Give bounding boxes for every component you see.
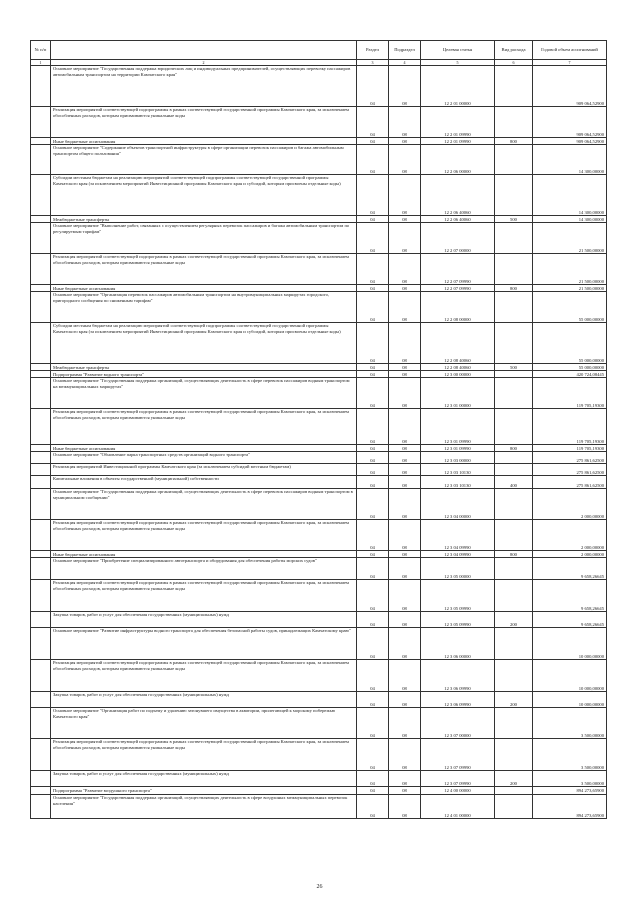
target-article-cell: 12 3 03 10130 (421, 464, 495, 476)
target-article-cell: 12 3 03 10130 (421, 476, 495, 489)
target-article-cell: 12 3 05 09990 (421, 612, 495, 628)
number-cell (31, 364, 51, 371)
name-cell: Закупка товаров, работ и услуг для обеспечения государственных (муниципальных) нужд (51, 692, 357, 708)
name-cell: Иные бюджетные ассигнования (51, 445, 357, 452)
razdel-cell: 04 (357, 520, 389, 551)
number-cell (31, 628, 51, 660)
target-article-cell: 12 2 08 00000 (421, 292, 495, 323)
expense-type-cell (495, 580, 533, 612)
sum-cell: 275 861,62500 (533, 476, 607, 489)
razdel-cell: 04 (357, 476, 389, 489)
name-cell: Основное мероприятие "Государственная поддержка организаций, осуществляющих деятельность в сфере перевозок пассажиров водным транспортом в муниципальном сообщении" (51, 489, 357, 520)
target-article-cell: 12 2 06 00000 (421, 145, 495, 175)
podrazdel-cell: 08 (389, 364, 421, 371)
table-row (31, 285, 607, 292)
podrazdel-cell: 08 (389, 708, 421, 739)
table-row (31, 378, 607, 409)
razdel-cell: 04 (357, 771, 389, 787)
sum-cell: 9 658,26645 (533, 558, 607, 580)
razdel-cell: 04 (357, 739, 389, 771)
name-cell: Иные бюджетные ассигнования (51, 138, 357, 145)
sum-cell: 3 500,00000 (533, 739, 607, 771)
budget-table (30, 40, 607, 819)
razdel-cell: 04 (357, 66, 389, 107)
table-row (31, 66, 607, 107)
sum-cell: 3 500,00000 (533, 708, 607, 739)
name-cell: Основное мероприятие "Государственная поддержка юридических лиц и индивидуальных предпринимателей, осуществляющих перевозку пассажиров автомобильным транспортом на территории Камчатского края" (51, 66, 357, 107)
name-cell: Субсидии местным бюджетам на реализацию мероприятий соответствующей подпрограммы соответствующей государственной программы Камчатского края (за исключением мероприятий Инвестиционной программы Камчатского края и субсидий, которым присвоены отдельные коды) (51, 323, 357, 364)
table-row (31, 445, 607, 452)
podrazdel-cell: 08 (389, 795, 421, 819)
expense-type-cell: 800 (495, 138, 533, 145)
target-article-cell: 12 3 07 00000 (421, 708, 495, 739)
number-cell (31, 378, 51, 409)
razdel-cell: 04 (357, 787, 389, 795)
expense-type-cell: 500 (495, 216, 533, 223)
expense-type-cell (495, 520, 533, 551)
expense-type-cell: 200 (495, 771, 533, 787)
name-cell: Реализация мероприятий соответствующей подпрограммы в рамках соответствующей государственной программы Камчатского края, за исключением обособленных расходов, которым присваиваются уникальные коды (51, 660, 357, 692)
sum-cell: 909 064,52900 (533, 107, 607, 138)
sum-cell: 894 273,65900 (533, 787, 607, 795)
column-number: 1 (31, 60, 51, 66)
razdel-cell: 04 (357, 223, 389, 254)
name-cell: Основное мероприятие "Содержание объектов транспортной инфраструктуры в сфере организации перевозок пассажиров и багажа автомобильным транспортом общего пользования" (51, 145, 357, 175)
sum-cell: 894 273,65900 (533, 795, 607, 819)
razdel-cell: 04 (357, 364, 389, 371)
sum-cell: 420 724,08445 (533, 371, 607, 378)
podrazdel-cell: 08 (389, 216, 421, 223)
razdel-cell: 04 (357, 558, 389, 580)
podrazdel-cell: 08 (389, 771, 421, 787)
expense-type-cell (495, 787, 533, 795)
expense-type-cell: 200 (495, 612, 533, 628)
name-cell: Основное мероприятие "Выполнение работ, связанных с осуществлением регулярных перевозок пассажиров и багажа автомобильным транспортом по регулируемым тарифам" (51, 223, 357, 254)
razdel-cell: 04 (357, 107, 389, 138)
number-cell (31, 787, 51, 795)
sum-cell: 14 300,00000 (533, 175, 607, 216)
number-cell (31, 445, 51, 452)
podrazdel-cell: 08 (389, 145, 421, 175)
name-cell: Реализация мероприятий соответствующей подпрограммы в рамках соответствующей государственной программы Камчатского края, за исключением обособленных расходов, которым присваиваются уникальные коды (51, 520, 357, 551)
number-cell (31, 323, 51, 364)
column-number: 4 (389, 60, 421, 66)
sum-cell: 10 000,00000 (533, 628, 607, 660)
table-row (31, 771, 607, 787)
razdel-cell: 04 (357, 216, 389, 223)
razdel-cell: 04 (357, 551, 389, 558)
podrazdel-cell: 08 (389, 612, 421, 628)
table-row (31, 708, 607, 739)
number-cell (31, 216, 51, 223)
number-cell (31, 520, 51, 551)
name-cell: Закупка товаров, работ и услуг для обеспечения государственных (муниципальных) нужд (51, 612, 357, 628)
table-row (31, 464, 607, 476)
name-cell: Основное мероприятие "Развитие инфраструктуры водного транспорта для обеспечения безопасной работы судов, принадлежащих Камчатскому краю" (51, 628, 357, 660)
header-cell-target-article: Целевая статья (421, 41, 495, 60)
number-cell (31, 771, 51, 787)
name-cell: Основное мероприятие "Обновление парка транспортных средств организаций водного транспорта" (51, 452, 357, 464)
target-article-cell: 12 2 06 40060 (421, 175, 495, 216)
target-article-cell: 12 3 04 00000 (421, 489, 495, 520)
number-cell (31, 612, 51, 628)
table-row (31, 223, 607, 254)
podrazdel-cell: 08 (389, 464, 421, 476)
target-article-cell: 12 2 08 40060 (421, 364, 495, 371)
podrazdel-cell: 08 (389, 520, 421, 551)
expense-type-cell: 800 (495, 445, 533, 452)
target-article-cell: 12 2 01 09990 (421, 107, 495, 138)
expense-type-cell: 500 (495, 364, 533, 371)
razdel-cell: 04 (357, 708, 389, 739)
sum-cell: 119 705,19300 (533, 445, 607, 452)
expense-type-cell (495, 145, 533, 175)
header-cell-podrazdel: Подраздел (389, 41, 421, 60)
expense-type-cell (495, 409, 533, 445)
sum-cell: 2 000,00000 (533, 489, 607, 520)
table-row (31, 692, 607, 708)
number-cell (31, 175, 51, 216)
number-cell (31, 285, 51, 292)
header-cell-number: № п/п (31, 41, 51, 60)
expense-type-cell (495, 323, 533, 364)
podrazdel-cell: 08 (389, 551, 421, 558)
name-cell: Основное мероприятие "Организация работ по подъему и удалению затонувшего имущества в акватории, прилегающей к морскому побережью Камчатского края" (51, 708, 357, 739)
expense-type-cell (495, 254, 533, 285)
podrazdel-cell: 08 (389, 787, 421, 795)
razdel-cell: 04 (357, 285, 389, 292)
number-cell (31, 223, 51, 254)
name-cell: Подпрограмма "Развитие воздушного транспорта" (51, 787, 357, 795)
podrazdel-cell: 08 (389, 371, 421, 378)
sum-cell: 10 000,00000 (533, 660, 607, 692)
sum-cell: 119 705,19300 (533, 378, 607, 409)
expense-type-cell (495, 223, 533, 254)
header-cell-expense-type: Вид расхода (495, 41, 533, 60)
number-cell (31, 371, 51, 378)
expense-type-cell: 400 (495, 476, 533, 489)
razdel-cell: 04 (357, 323, 389, 364)
sum-cell: 14 300,00000 (533, 145, 607, 175)
expense-type-cell (495, 452, 533, 464)
table-row (31, 371, 607, 378)
name-cell: Реализация мероприятий соответствующей подпрограммы в рамках соответствующей государственной программы Камчатского края, за исключением обособленных расходов, которым присваиваются уникальные коды (51, 580, 357, 612)
table-row (31, 551, 607, 558)
razdel-cell: 04 (357, 795, 389, 819)
number-cell (31, 292, 51, 323)
table-row (31, 452, 607, 464)
table-row (31, 795, 607, 819)
number-cell (31, 551, 51, 558)
expense-type-cell (495, 628, 533, 660)
target-article-cell: 12 3 04 09990 (421, 520, 495, 551)
table-row (31, 138, 607, 145)
target-article-cell: 12 3 01 00000 (421, 378, 495, 409)
podrazdel-cell: 08 (389, 445, 421, 452)
number-cell (31, 464, 51, 476)
razdel-cell: 04 (357, 660, 389, 692)
name-cell: Капитальные вложения в объекты государственной (муниципальной) собственности (51, 476, 357, 489)
podrazdel-cell: 08 (389, 175, 421, 216)
budget-table-sheet (30, 40, 606, 819)
target-article-cell: 12 2 08 40060 (421, 323, 495, 364)
target-article-cell: 12 3 05 09990 (421, 580, 495, 612)
table-row (31, 787, 607, 795)
table-row (31, 489, 607, 520)
expense-type-cell (495, 795, 533, 819)
target-article-cell: 12 2 07 09990 (421, 254, 495, 285)
sum-cell: 21 500,00000 (533, 223, 607, 254)
name-cell: Основное мероприятие "Приобретение специализированного автотранспорта и оборудования для обеспечения работы морских судов" (51, 558, 357, 580)
podrazdel-cell: 08 (389, 628, 421, 660)
number-cell (31, 145, 51, 175)
razdel-cell: 04 (357, 175, 389, 216)
target-article-cell: 12 2 06 40060 (421, 216, 495, 223)
expense-type-cell (495, 739, 533, 771)
table-row (31, 558, 607, 580)
page-number: 26 (316, 884, 323, 890)
number-cell (31, 107, 51, 138)
sum-cell: 21 500,00000 (533, 254, 607, 285)
table-row (31, 612, 607, 628)
podrazdel-cell: 08 (389, 223, 421, 254)
target-article-cell: 12 2 01 09990 (421, 138, 495, 145)
name-cell: Реализация мероприятий соответствующей подпрограммы в рамках соответствующей государственной программы Камчатского края, за исключением обособленных расходов, которым присваиваются уникальные коды (51, 409, 357, 445)
number-cell (31, 66, 51, 107)
target-article-cell: 12 3 06 09990 (421, 660, 495, 692)
table-row (31, 364, 607, 371)
target-article-cell: 12 3 01 09990 (421, 445, 495, 452)
table-row (31, 739, 607, 771)
razdel-cell: 04 (357, 489, 389, 520)
target-article-cell: 12 2 07 00000 (421, 223, 495, 254)
table-row (31, 409, 607, 445)
target-article-cell: 12 3 00 00000 (421, 371, 495, 378)
name-cell: Основное мероприятие "Государственная поддержка организаций, осуществляющих деятельность в сфере воздушных межмуниципальных перевозок населения" (51, 795, 357, 819)
number-cell (31, 580, 51, 612)
target-article-cell: 12 2 01 00000 (421, 66, 495, 107)
target-article-cell: 12 4 00 00000 (421, 787, 495, 795)
target-article-cell: 12 3 01 09990 (421, 409, 495, 445)
target-article-cell: 12 3 05 00000 (421, 558, 495, 580)
name-cell: Реализация мероприятий соответствующей подпрограммы в рамках соответствующей государственной программы Камчатского края, за исключением обособленных расходов, которым присваиваются уникальные коды (51, 254, 357, 285)
razdel-cell: 04 (357, 580, 389, 612)
table-row (31, 175, 607, 216)
razdel-cell: 04 (357, 378, 389, 409)
table-row (31, 254, 607, 285)
number-cell (31, 692, 51, 708)
expense-type-cell (495, 660, 533, 692)
podrazdel-cell: 08 (389, 660, 421, 692)
sum-cell: 14 300,00000 (533, 216, 607, 223)
sum-cell: 9 658,26645 (533, 612, 607, 628)
sum-cell: 275 861,62500 (533, 464, 607, 476)
header-row (31, 41, 607, 60)
name-cell: Субсидии местным бюджетам на реализацию мероприятий соответствующей подпрограммы соответствующей государственной программы Камчатского края (за исключением мероприятий Инвестиционной программы Камчатского края и субсидий, которым присвоены отдельные коды) (51, 175, 357, 216)
name-cell: Реализация мероприятий Инвестиционной программы Камчатского края (за исключением субсидий местным бюджетам) (51, 464, 357, 476)
podrazdel-cell: 08 (389, 409, 421, 445)
name-cell: Реализация мероприятий соответствующей подпрограммы в рамках соответствующей государственной программы Камчатского края, за исключением обособленных расходов, которым присваиваются уникальные коды (51, 739, 357, 771)
podrazdel-cell: 08 (389, 476, 421, 489)
sum-cell: 9 658,26645 (533, 580, 607, 612)
expense-type-cell (495, 378, 533, 409)
podrazdel-cell: 08 (389, 452, 421, 464)
sum-cell: 119 705,19300 (533, 409, 607, 445)
podrazdel-cell: 08 (389, 558, 421, 580)
podrazdel-cell: 08 (389, 739, 421, 771)
razdel-cell: 04 (357, 254, 389, 285)
razdel-cell: 04 (357, 464, 389, 476)
header-cell-annual-volume: Годовой объем ассигнований (533, 41, 607, 60)
razdel-cell: 04 (357, 145, 389, 175)
podrazdel-cell: 08 (389, 580, 421, 612)
target-article-cell: 12 3 04 09990 (421, 551, 495, 558)
column-number: 7 (533, 60, 607, 66)
sum-cell: 55 000,00000 (533, 323, 607, 364)
name-cell: Основное мероприятие "Государственная поддержка организаций, осуществляющих деятельность в сфере перевозок пассажиров водным транспортом на межмуниципальных маршрутах" (51, 378, 357, 409)
sum-cell: 275 861,62500 (533, 452, 607, 464)
razdel-cell: 04 (357, 628, 389, 660)
sum-cell: 909 064,52900 (533, 66, 607, 107)
expense-type-cell: 200 (495, 692, 533, 708)
sum-cell: 909 064,52900 (533, 138, 607, 145)
podrazdel-cell: 08 (389, 378, 421, 409)
expense-type-cell (495, 708, 533, 739)
number-cell (31, 138, 51, 145)
razdel-cell: 04 (357, 292, 389, 323)
expense-type-cell (495, 464, 533, 476)
sum-cell: 2 000,00000 (533, 520, 607, 551)
expense-type-cell: 800 (495, 285, 533, 292)
expense-type-cell (495, 292, 533, 323)
expense-type-cell: 800 (495, 551, 533, 558)
target-article-cell: 12 3 06 09990 (421, 692, 495, 708)
number-cell (31, 452, 51, 464)
table-row (31, 520, 607, 551)
razdel-cell: 04 (357, 138, 389, 145)
expense-type-cell (495, 107, 533, 138)
table-row (31, 476, 607, 489)
sum-cell: 3 500,00000 (533, 771, 607, 787)
podrazdel-cell: 08 (389, 107, 421, 138)
table-row (31, 660, 607, 692)
table-row (31, 145, 607, 175)
podrazdel-cell: 08 (389, 66, 421, 107)
number-cell (31, 708, 51, 739)
number-cell (31, 476, 51, 489)
expense-type-cell (495, 175, 533, 216)
sum-cell: 55 000,00000 (533, 292, 607, 323)
expense-type-cell (495, 558, 533, 580)
number-cell (31, 660, 51, 692)
podrazdel-cell: 08 (389, 292, 421, 323)
sum-cell: 2 000,00000 (533, 551, 607, 558)
table-row (31, 292, 607, 323)
podrazdel-cell: 08 (389, 138, 421, 145)
razdel-cell: 04 (357, 371, 389, 378)
number-cell (31, 739, 51, 771)
target-article-cell: 12 3 07 09990 (421, 739, 495, 771)
expense-type-cell (495, 489, 533, 520)
table-row (31, 323, 607, 364)
razdel-cell: 04 (357, 452, 389, 464)
target-article-cell: 12 2 07 09990 (421, 285, 495, 292)
table-row (31, 628, 607, 660)
sum-cell: 55 000,00000 (533, 364, 607, 371)
podrazdel-cell: 08 (389, 323, 421, 364)
name-cell: Основное мероприятие "Организация перевозок пассажиров автомобильным транспортом на внутримуниципальных маршрутах городского, пригородного сообщения по сниженным тарифам" (51, 292, 357, 323)
number-cell (31, 409, 51, 445)
number-cell (31, 489, 51, 520)
name-cell: Закупка товаров, работ и услуг для обеспечения государственных (муниципальных) нужд (51, 771, 357, 787)
podrazdel-cell: 08 (389, 692, 421, 708)
podrazdel-cell: 08 (389, 254, 421, 285)
razdel-cell: 04 (357, 612, 389, 628)
razdel-cell: 04 (357, 445, 389, 452)
target-article-cell: 12 3 03 00000 (421, 452, 495, 464)
column-number: 2 (51, 60, 357, 66)
table-row (31, 107, 607, 138)
target-article-cell: 12 3 07 09990 (421, 771, 495, 787)
table-body (31, 66, 607, 819)
podrazdel-cell: 08 (389, 285, 421, 292)
razdel-cell: 04 (357, 409, 389, 445)
number-cell (31, 254, 51, 285)
expense-type-cell (495, 66, 533, 107)
sum-cell: 21 500,00000 (533, 285, 607, 292)
sum-cell: 10 000,00000 (533, 692, 607, 708)
column-number: 3 (357, 60, 389, 66)
name-cell: Межбюджетные трансферты (51, 364, 357, 371)
number-cell (31, 795, 51, 819)
header-cell-name (51, 41, 357, 60)
name-cell: Реализация мероприятий соответствующей подпрограммы в рамках соответствующей государственной программы Камчатского края, за исключением обособленных расходов, которым присваиваются уникальные коды (51, 107, 357, 138)
column-number: 5 (421, 60, 495, 66)
target-article-cell: 12 3 06 00000 (421, 628, 495, 660)
table-row (31, 216, 607, 223)
table-row (31, 580, 607, 612)
number-cell (31, 558, 51, 580)
name-cell: Иные бюджетные ассигнования (51, 551, 357, 558)
razdel-cell: 04 (357, 692, 389, 708)
header-cell-razdel: Раздел (357, 41, 389, 60)
target-article-cell: 12 4 01 00000 (421, 795, 495, 819)
name-cell: Подпрограмма "Развитие водного транспорта" (51, 371, 357, 378)
podrazdel-cell: 08 (389, 489, 421, 520)
expense-type-cell (495, 371, 533, 378)
name-cell: Межбюджетные трансферты (51, 216, 357, 223)
column-number: 6 (495, 60, 533, 66)
name-cell: Иные бюджетные ассигнования (51, 285, 357, 292)
